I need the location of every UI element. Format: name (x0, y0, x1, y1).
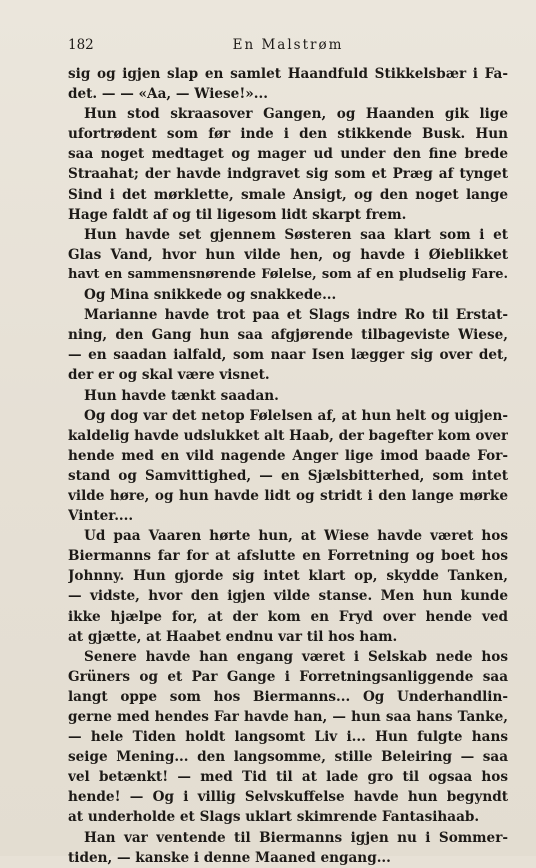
text-line: Hun havde set gjennem Søsteren saa klart som i et (84, 226, 508, 243)
text-line: at gjætte, at Haabet endnu var til hos ham. (68, 628, 398, 645)
text-line: gerne med hendes Far havde han, — hun saa hans Tanke, (68, 709, 508, 725)
text-line: sig og igjen slap en samlet Haandfuld Stikkelsbær i Fa- (68, 66, 508, 82)
text-line: Hage faldt af og til ligesom lidt skarpt frem. (68, 206, 407, 223)
text-line: at underholde et Slags uklart skimrende Fantasihaab. (68, 809, 480, 826)
text-line: Marianne havde trot paa et Slags indre Ro til Erstat- (84, 307, 508, 324)
text-line: Hun stod skraasover Gangen, og Haanden gik lige (84, 106, 508, 123)
text-line: — hele Tiden holdt langsomt Liv i... Hun fulgte hans (68, 729, 508, 746)
text-line: kaldelig havde udslukket alt Haab, der bagefter kom over (68, 427, 508, 444)
page-number: 182 (68, 37, 94, 53)
text-line: Hun havde tænkt saadan. (84, 387, 279, 404)
text-line: vel betænkt! — med Tid til at lade gro til ogsaa hos (68, 769, 508, 786)
text-line: Han var ventende til Biermanns igjen nu i Sommer- (84, 829, 508, 846)
text-line: det. — — «Aa, — Wiese!»... (68, 86, 268, 103)
body-text (68, 64, 508, 868)
text-line: hende! — Og i villig Selvskuffelse havde hun begyndt (68, 789, 508, 806)
running-title: En Malstrøm (232, 37, 344, 53)
text-line: Ud paa Vaaren hørte hun, at Wiese havde været hos (84, 528, 508, 545)
text-line: tiden, — kanske i denne Maaned engang... (68, 849, 391, 866)
text-line: stand og Samvittighed, — en Sjælsbitterhed, som intet (68, 467, 508, 484)
text-line: Senere havde han engang været i Selskab nede hos (84, 648, 508, 665)
text-line: Og Mina snikkede og snakkede... (84, 287, 337, 304)
text-line: ning, den Gang hun saa afgjørende tilbageviste Wiese, (68, 327, 508, 344)
text-line: Sind i det mørklette, smale Ansigt, og den noget lange (68, 186, 508, 203)
text-line: Og dog var det netop Følelsen af, at hun helt og uigjen- (84, 407, 508, 424)
page-header (68, 37, 508, 53)
text-line: Grüners og et Par Gange i Forretningsanliggende saa (68, 668, 508, 685)
text-line: hende med en vild nagende Anger lige imod baade For- (68, 447, 508, 464)
text-line: — vidste, hvor den igjen vilde stanse. Men hun kunde (68, 588, 508, 605)
text-line: Vinter.... (68, 508, 134, 525)
text-line: Glas Vand, hvor hun vilde hen, og havde i Øieblikket (68, 246, 508, 263)
text-line: der er og skal være visnet. (68, 367, 270, 384)
text-line: ufortrødent som før inde i den stikkende Busk. Hun (68, 126, 508, 143)
text-line: — en saadan ialfald, som naar Isen lægger sig over det, (68, 347, 508, 364)
text-line: Biermanns far for at afslutte en Forretning og boet hos (68, 548, 508, 565)
text-line: langt oppe som hos Biermanns... Og Underhandlin- (68, 688, 508, 705)
text-line: seige Mening... den langsomme, stille Beleiring — saa (68, 749, 508, 766)
text-line: vilde høre, og hun havde lidt og stridt i den lange mørke (68, 487, 508, 504)
text-line: havt en sammensnørende Følelse, som af en pludselig Fare. (68, 266, 508, 282)
text-line: Straahat; der havde indgravet sig som et Præg af tynget (68, 166, 508, 183)
text-line: Johnny. Hun gjorde sig intet klart op, skydde Tanken, (68, 568, 508, 585)
text-line: ikke hjælpe for, at der kom en Fryd over hende ved (68, 608, 508, 625)
text-line: saa noget medtaget og mager ud under den fine brede (68, 146, 508, 163)
